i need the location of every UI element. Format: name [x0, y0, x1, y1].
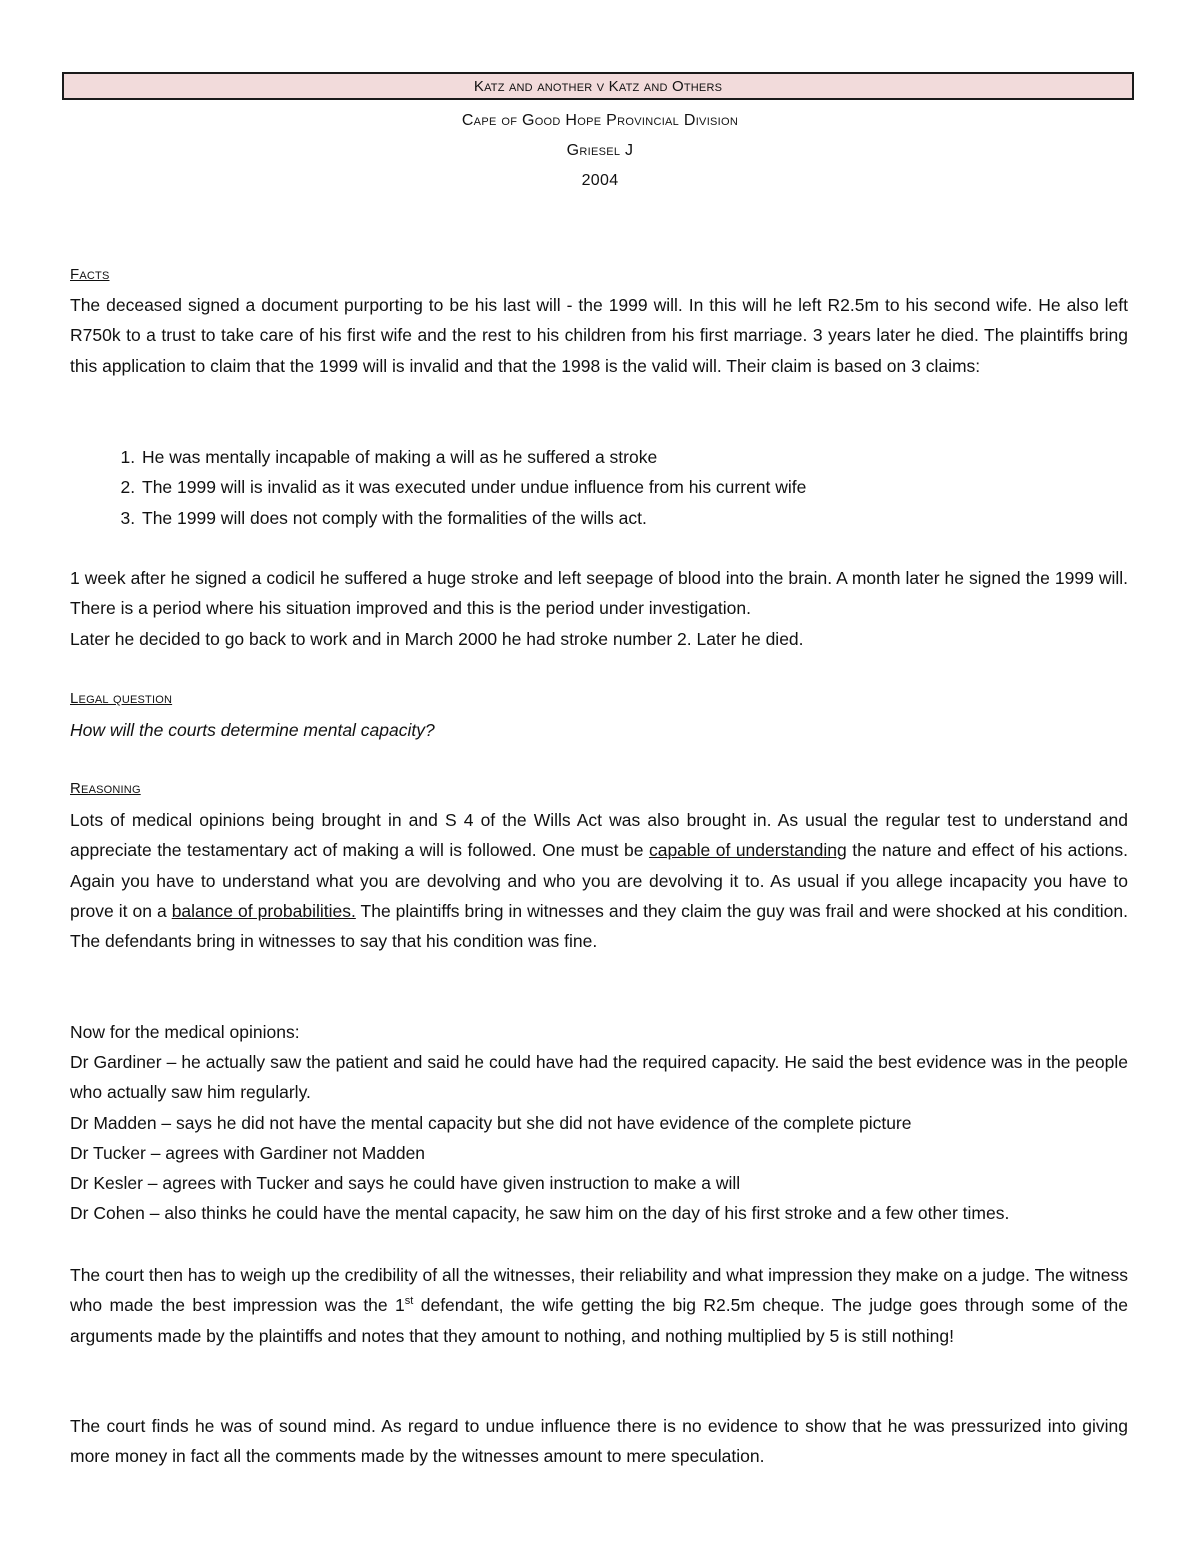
ordinal-suffix: st: [404, 1295, 414, 1308]
opinion-tucker: Dr Tucker – agrees with Gardiner not Madden: [70, 1142, 426, 1163]
capable-of-understanding-phrase: capable of understanding: [648, 840, 847, 861]
case-title-box: [62, 72, 1134, 100]
reasoning-p1-part-a: Lots of medical opinions being brought in and S 4 of the Wills Act was also brought in. As usual the regular test to understand and appreciate the testamentary act of making a will is followed. One must be: [70, 810, 1128, 861]
opinion-cohen: Dr Cohen – also thinks he could have the mental capacity, he saw him on the day of his first stroke and a few other times.: [70, 1203, 1010, 1224]
medical-opinions-intro: Now for the medical opinions:: [70, 1022, 300, 1042]
legal-question-heading: Legal question: [70, 690, 173, 707]
reasoning-p1-part-b: the nature and effect of his actions. Again you have to understand what you are devolving and who you are devolving it to. As usual if you allege incapacity you have to prove it on a: [70, 840, 1128, 921]
reasoning-p1-part-c: The plaintiffs bring in witnesses and they claim the guy was frail and were shocked at his condition. The defendants bring in witnesses to say that his condition was fine.: [70, 900, 1128, 952]
claim-item-2: 2. The 1999 will is invalid as it was executed under undue influence from his current wife: [140, 472, 1128, 502]
case-year: 2004: [581, 172, 619, 189]
opinion-gardiner: Dr Gardiner – he actually saw the patient and said he could have had the required capacity. He said the best evidence was in the people who actually saw him regularly.: [70, 1052, 1128, 1103]
reasoning-p3-part-a: The court then has to weigh up the credibility of all the witnesses, their reliability and what impression they make on a judge. The witness who made the best impression was the 1: [70, 1265, 1128, 1316]
medical-opinions-list: [70, 1047, 1128, 1229]
claims-list: [70, 442, 1128, 533]
case-title: Katz and another v Katz and Others: [473, 78, 723, 95]
legal-question-text: How will the courts determine mental capacity?: [70, 720, 435, 740]
opinion-madden: Dr Madden – says he did not have the mental capacity but she did not have evidence of the complete picture: [70, 1112, 912, 1133]
balance-of-probabilities-phrase: balance of probabilities.: [171, 900, 356, 921]
facts-heading: Facts: [70, 266, 110, 283]
reasoning-p3-part-b: defendant, the wife getting the big R2.5m cheque. The judge goes through some of the arguments made by the plaintiffs and notes that they amount to nothing, and nothing multiplied by 5 is still nothing!: [70, 1295, 1128, 1346]
judge-name: Griesel J: [566, 142, 634, 159]
claim-item-3: 3. The 1999 will does not comply with the formalities of the wills act.: [140, 503, 1128, 533]
reasoning-paragraph-3: [70, 1260, 1128, 1351]
claim-item-1: 1. He was mentally incapable of making a will as he suffered a stroke: [140, 442, 1128, 472]
facts-paragraph-2: 1 week after he signed a codicil he suffered a huge stroke and left seepage of blood into the brain. A month later he signed the 1999 will. There is a period where his situation improved and this is the period under investigation.: [70, 568, 1128, 619]
reasoning-paragraph-4: The court finds he was of sound mind. As regard to undue influence there is no evidence to show that he was pressurized into giving more money in fact all the comments made by the witnesses amount to mere speculation.: [70, 1416, 1128, 1467]
reasoning-paragraph-1: [70, 805, 1128, 956]
court-name: Cape of Good Hope Provincial Division: [461, 112, 739, 129]
facts-paragraph-1: The deceased signed a document purporting to be his last will - the 1999 will. In this will he left R2.5m to his second wife. He also left R750k to a trust to take care of his first wife and the rest to his children from his first marriage. 3 years later he died. The plaintiffs bring this application to claim that the 1999 will is invalid and that the 1998 is the valid will. Their claim is based on 3 claims:: [70, 295, 1128, 376]
facts-paragraph-3: Later he decided to go back to work and in March 2000 he had stroke number 2. Later he died.: [70, 629, 804, 649]
opinion-kesler: Dr Kesler – agrees with Tucker and says he could have given instruction to make a will: [70, 1173, 741, 1194]
reasoning-heading: Reasoning: [70, 780, 141, 797]
